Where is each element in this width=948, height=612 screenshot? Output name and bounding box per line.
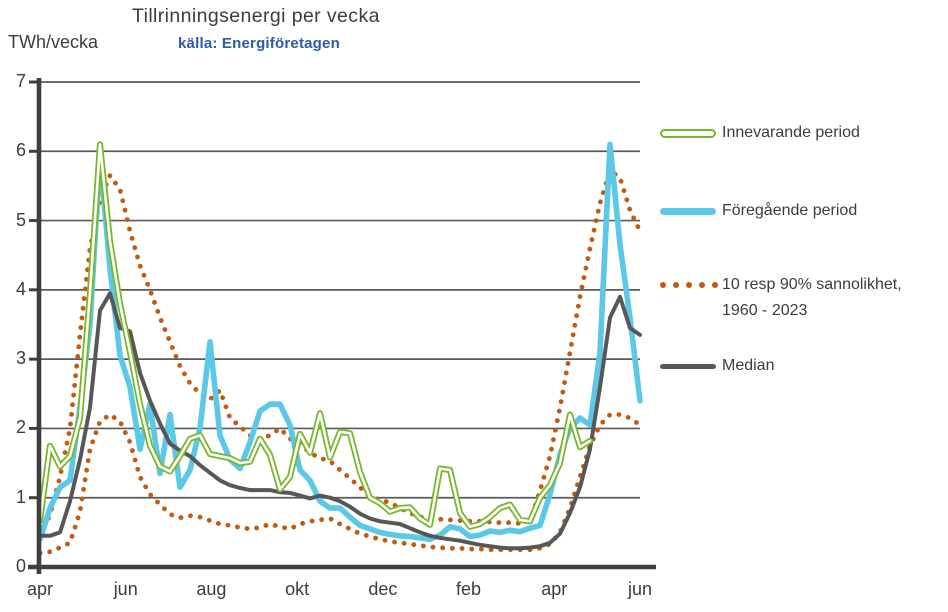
y-axis-tick-label-0: 0 (15, 556, 26, 576)
legend-label-line2: 1960 - 2023 (722, 302, 808, 319)
legend-label: 10 resp 90% sannolikhet, (722, 276, 902, 293)
legend-swatch-cyan-thick-line (660, 208, 716, 215)
x-axis-tick-label-0-apr: apr (26, 579, 54, 599)
legend-label: Innevarande period (722, 124, 860, 141)
legend-swatch-gray-solid-line (660, 364, 716, 369)
chart-title: Tillrinningsenergi per vecka (132, 5, 380, 27)
x-axis-tick-label-3-okt: okt (285, 579, 310, 599)
y-axis-tick-label-6: 6 (15, 140, 26, 161)
x-axis-tick-label-2-aug: aug (196, 579, 227, 599)
legend-item-median (660, 353, 774, 379)
y-axis-tick-label-2: 2 (15, 417, 26, 438)
legend-swatch-orange-dotted-line (660, 282, 718, 288)
x-axis-tick-label-6-apr: apr (541, 579, 568, 599)
legend-swatch-green-outlined-line (660, 129, 716, 138)
y-axis-tick-label-4: 4 (15, 278, 26, 299)
legend-label: Föregående period (722, 202, 858, 219)
y-axis-tick-label-1: 1 (15, 486, 26, 507)
x-axis-tick-label-4-dec: dec (368, 579, 398, 599)
legend-label: Median (722, 357, 775, 374)
x-axis-tick-label-7-jun: jun (627, 579, 653, 599)
legend-item-current-period (660, 120, 860, 146)
chart-legend (660, 0, 948, 612)
y-axis-tick-label-5: 5 (15, 209, 26, 230)
legend-item-previous-period (660, 198, 857, 224)
y-axis-tick-label-3: 3 (15, 348, 26, 369)
x-axis-tick-label-1-jun: jun (113, 579, 138, 599)
chart-source-label: källa: Energiföretagen (178, 35, 340, 52)
y-axis-unit-label: TWh/vecka (8, 32, 99, 52)
x-axis-tick-label-5-feb: feb (456, 579, 482, 599)
y-axis-tick-label-7: 7 (15, 71, 26, 91)
legend-item-probability-band (660, 272, 902, 324)
